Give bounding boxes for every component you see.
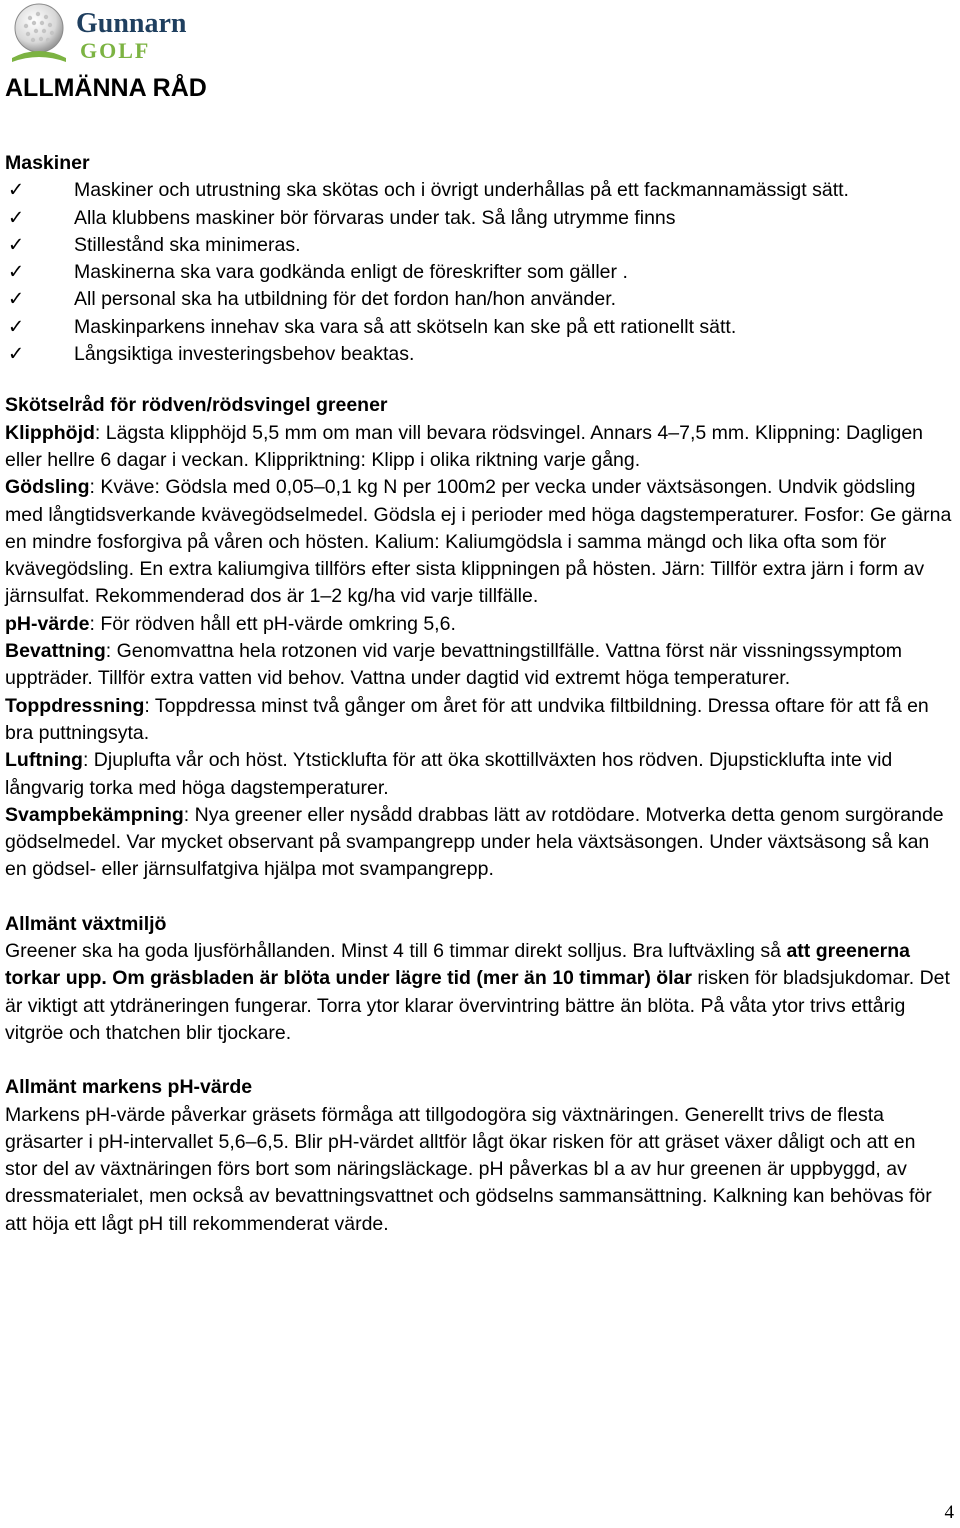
list-item: ✓ Maskiner och utrustning ska skötas och i övrigt underhållas på ett fackmannamässigt sätt.	[5, 177, 953, 204]
paragraph-klipphojd: Klipphöjd: Lägsta klipphöjd 5,5 mm om man vill bevara rödsvingel. Annars 4–7,5 mm. Klippning: Dagligen eller hellre 6 dagar i veckan. Klippriktning: Klipp i olika riktning varje gång.	[5, 421, 924, 471]
checkmark-icon: ✓	[7, 288, 25, 311]
paragraph-godsling: Gödsling: Kväve: Gödsla med 0,05–0,1 kg N per 100m2 per vecka under växtsäsongen. Undvik gödsling med långtidsverkande kvävegödselmedel. Gödsla ej i perioder med höga dagstemperaturer. Fosfor: Ge gärna en mindre fosforgiva på våren och hösten. Kalium: Kaliumgödsla i samma mängd och lika ofta som för kvävegödsling. En extra kaliumgiva tillförs efter sista klippningen på hösten. Järn: Tillför extra järn i form av järnsulfat. Rekommenderad dos är 1–2 kg/ha vid varje tillfälle.	[5, 476, 952, 608]
paragraph-svampbekampning: Svampbekämpning: Nya greener eller nysådd drabbas lätt av rotdödare. Motverka detta genom surgörande gödselmedel. Var mycket observant på svampangrepp under hela växtsäsongen. Under växtsäsong så kan en gödsel- eller järnsulfatgiva hjälpa mot svampangrepp.	[5, 803, 944, 881]
list-item: ✓ All personal ska ha utbildning för det fordon han/hon använder.	[5, 286, 953, 313]
list-item: ✓ Stillestånd ska minimeras.	[5, 232, 953, 259]
checkmark-icon: ✓	[7, 343, 25, 366]
list-item: ✓ Långsiktiga investeringsbehov beaktas.	[5, 341, 953, 368]
document-body	[5, 70, 953, 1238]
list-item: ✓ Maskinparkens innehav ska vara så att skötseln kan ske på ett rationellt sätt.	[5, 314, 953, 341]
checkmark-icon: ✓	[7, 206, 25, 229]
paragraph-luftning: Luftning: Djuplufta vår och höst. Ytsticklufta för att öka skottillväxten hos rödven. Djupsticklufta inte vid långvarig torka med höga dagstemperaturer.	[5, 749, 893, 799]
page-title: ALLMÄNNA RÅD	[5, 74, 207, 102]
gunnarn-golf-logo	[8, 2, 208, 68]
list-item: ✓ Maskinerna ska vara godkända enligt de föreskrifter som gäller .	[5, 259, 953, 286]
paragraph-vaxtmiljo: Greener ska ha goda ljusförhållanden. Minst 4 till 6 timmar direkt solljus. Bra luftväxling så att greenerna torkar upp. Om gräsbladen är blöta under lägre tid (mer än 10 timmar) ölar risken för bladsjukdomar. Det är viktigt att ytdräneringen fungerar. Torra ytor klarar övervintring bättre än blöta. På våta ytor trivs ettårig vitgröe och thatchen blir tjockare.	[5, 940, 950, 1044]
maskiner-checklist	[5, 177, 953, 368]
paragraph-markens-ph: Markens pH-värde påverkar gräsets förmåga att tillgodogöra sig växtnäringen. Generellt trivs de flesta gräsarter i pH-intervallet 5,6–6,5. Blir pH-värdet alltför lågt ökar risken för att gräset växer dåligt och att en stor del av växtnäringen förs bort som näringsläckage. pH påverkas bl a av hur greenen är uppbyggd, av dressmaterialet, men också av bevattningsvattnet och gödselns sammansättning. Kalkning kan behövas för att höja ett lågt pH till rekommenderat värde.	[5, 1103, 932, 1235]
checkmark-icon: ✓	[7, 179, 25, 202]
checkmark-icon: ✓	[7, 261, 25, 284]
section-heading-maskiner: Maskiner	[5, 152, 90, 174]
page-number: 4	[944, 1502, 954, 1523]
logo-name: Gunnarn	[76, 8, 187, 39]
section-heading-skotselrad: Skötselråd för rödven/rödsvingel greener	[5, 394, 388, 417]
checkmark-icon: ✓	[7, 315, 25, 338]
section-heading-markens-ph: Allmänt markens pH-värde	[5, 1076, 253, 1099]
section-heading-vaxtmiljo: Allmänt växtmiljö	[5, 912, 167, 935]
paragraph-bevattning: Bevattning: Genomvattna hela rotzonen vid varje bevattningstillfälle. Vattna först när vissningssymptom uppträder. Tillför extra vatten vid behov. Vattna under dagtid vid extremt höga temperaturer.	[5, 640, 903, 690]
logo-subtitle: GOLF	[80, 38, 151, 63]
golf-ball-icon	[8, 2, 70, 66]
list-item: ✓ Alla klubbens maskiner bör förvaras under tak. Så lång utrymme finns	[5, 205, 953, 232]
paragraph-ph-varde: pH-värde: För rödven håll ett pH-värde omkring 5,6.	[5, 612, 456, 635]
checkmark-icon: ✓	[7, 233, 25, 256]
paragraph-toppdressning: Toppdressning: Toppdressa minst två gånger om året för att undvika filtbildning. Dressa oftare för att få en bra puttningsyta.	[5, 694, 929, 744]
